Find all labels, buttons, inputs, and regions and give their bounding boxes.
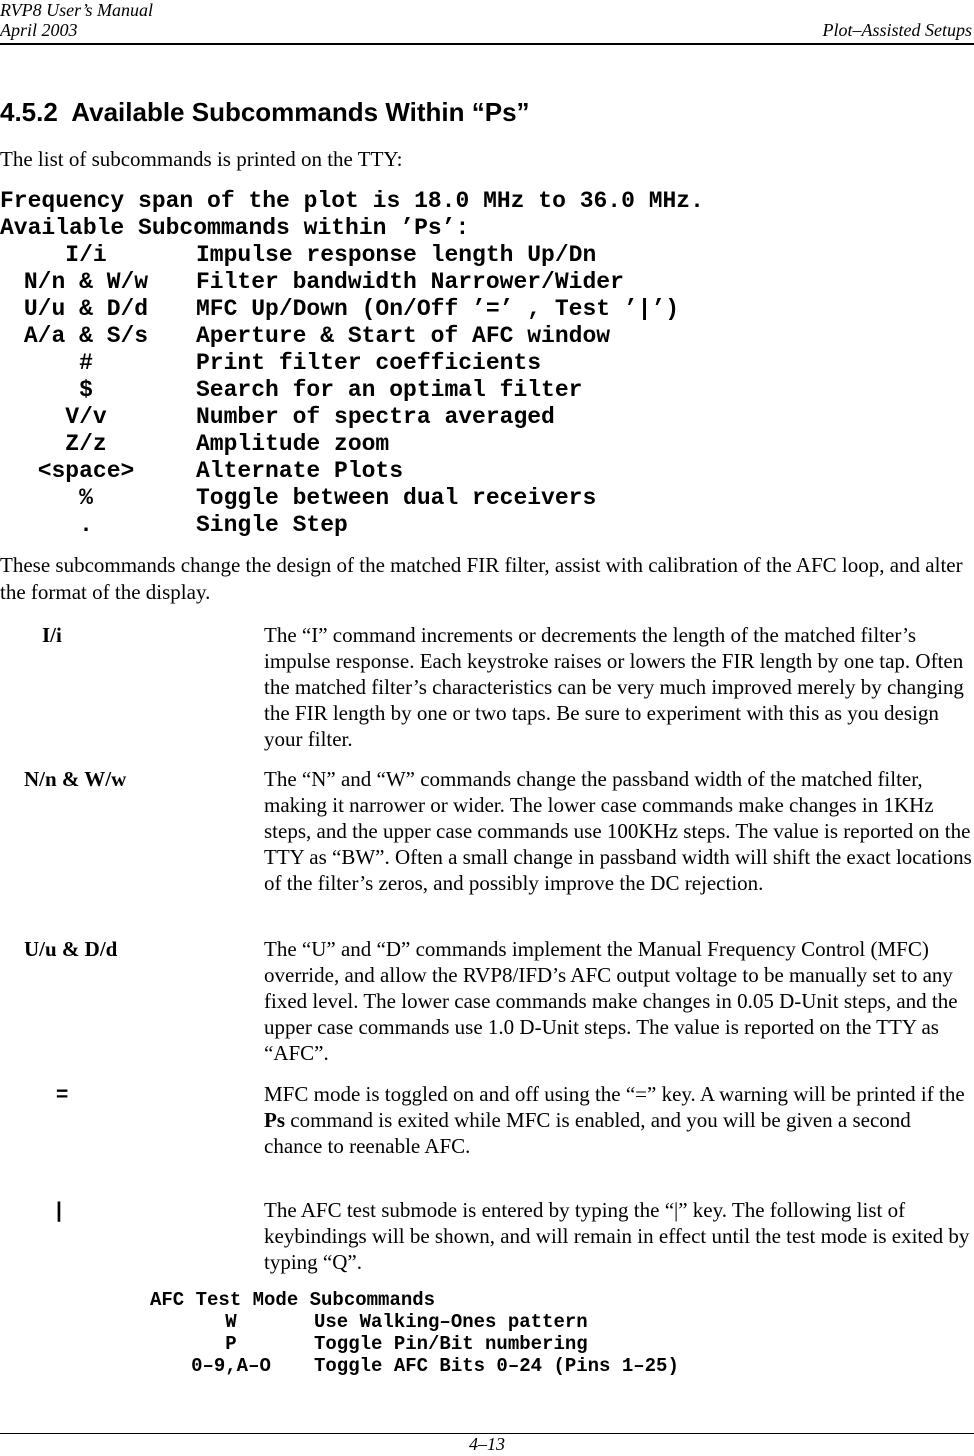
afc-test-key: P <box>225 1333 237 1355</box>
section-title: 4.5.2 Available Subcommands Within “Ps” <box>0 97 530 127</box>
tty-command-row <box>0 269 974 296</box>
tty-command-row <box>0 404 974 431</box>
tty-command-row <box>0 485 974 512</box>
tty-command-desc: Amplitude zoom <box>196 431 390 457</box>
tty-command-key: $ <box>79 377 93 403</box>
tty-command-row <box>0 350 974 377</box>
afc-test-row <box>0 1333 974 1355</box>
tty-command-key: % <box>79 485 93 511</box>
tty-command-desc: Toggle between dual receivers <box>196 485 597 511</box>
afc-test-key: W <box>225 1311 237 1333</box>
definition-term-bandwidth: N/n & W/w <box>24 767 127 791</box>
tty-command-desc: Filter bandwidth Narrower/Wider <box>196 269 624 295</box>
definition-term-pipe: | <box>56 1199 62 1222</box>
chapter-title: Plot–Assisted Setups <box>822 20 972 40</box>
tty-command-list <box>0 242 974 539</box>
definition-term-impulse: I/i <box>42 623 62 647</box>
tty-command-row <box>0 458 974 485</box>
tty-command-desc: Number of spectra averaged <box>196 404 555 430</box>
tty-command-row <box>0 242 974 269</box>
afc-test-list <box>0 1311 974 1377</box>
definition-body-equals-pre: MFC mode is toggled on and off using the “=” key. A warning will be printed if the <box>264 1082 965 1106</box>
intro-text: The list of subcommands is printed on the TTY: <box>0 147 403 171</box>
manual-title: RVP8 User’s Manual <box>0 0 153 20</box>
afc-test-desc: Toggle AFC Bits 0–24 (Pins 1–25) <box>314 1355 679 1377</box>
definition-body-bandwidth: The “N” and “W” commands change the passband width of the matched filter, making it narrower or wider. The lower case commands make changes in 1KHz steps, and the upper case commands use 100KHz steps. The value is reported on the TTY as “BW”. Often a small change in passband width will shift the exact locations of the filter’s zeros, and possibly improve the DC rejection. <box>264 767 972 895</box>
afc-test-row <box>0 1355 974 1377</box>
tty-command-row <box>0 323 974 350</box>
tty-command-desc: Search for an optimal filter <box>196 377 583 403</box>
afc-test-desc: Use Walking–Ones pattern <box>314 1311 588 1333</box>
definition-body-equals-post: command is exited while MFC is enabled, and you will be given a second chance to reenable AFC. <box>264 1108 911 1158</box>
definition-body-impulse: The “I” command increments or decrements the length of the matched filter’s impulse response. Each keystroke raises or lowers the FIR length by one tap. Often the matched filter’s characteristics can be very much improved merely by changing the FIR length by one or two taps. Be sure to experiment with this as you design your filter. <box>264 623 964 751</box>
afc-test-title: AFC Test Mode Subcommands <box>150 1289 436 1311</box>
tty-command-key: A/a & S/s <box>23 323 149 349</box>
definition-body-equals <box>264 1081 974 1159</box>
afc-test-desc: Toggle Pin/Bit numbering <box>314 1333 588 1355</box>
header-rule <box>0 43 974 45</box>
tty-command-key: N/n & W/w <box>23 269 149 295</box>
definition-term-equals: = <box>56 1083 69 1106</box>
tty-command-key: . <box>79 512 93 538</box>
definition-body-pipe: The AFC test submode is entered by typing the “|” key. The following list of keybindings will be shown, and will remain in effect until the test mode is exited by typing “Q”. <box>264 1198 970 1274</box>
tty-command-key: I/i <box>65 242 107 268</box>
tty-command-key: V/v <box>65 404 107 430</box>
page-number: 4–13 <box>469 1434 505 1454</box>
tty-available-line: Available Subcommands within ’Ps’: <box>0 215 470 241</box>
definition-term-mfc: U/u & D/d <box>24 937 118 961</box>
afc-test-key: 0–9,A–O <box>191 1355 271 1377</box>
tty-command-desc: MFC Up/Down (On/Off ’=’ , Test ’|’) <box>196 296 680 322</box>
tty-command-desc: Impulse response length Up/Dn <box>196 242 597 268</box>
publication-date: April 2003 <box>0 20 78 40</box>
tty-command-row <box>0 431 974 458</box>
summary-paragraph: These subcommands change the design of the matched FIR filter, assist with calibration of the AFC loop, and alter the format of the display. <box>0 553 963 604</box>
tty-command-desc: Alternate Plots <box>196 458 404 484</box>
tty-command-desc: Aperture & Start of AFC window <box>196 323 611 349</box>
tty-command-key: Z/z <box>65 431 107 457</box>
tty-command-key: # <box>79 350 93 376</box>
tty-command-row <box>0 377 974 404</box>
tty-command-key: U/u & D/d <box>23 296 149 322</box>
afc-test-row <box>0 1311 974 1333</box>
ps-command-name: Ps <box>264 1108 285 1132</box>
tty-command-key: <space> <box>37 458 135 484</box>
tty-command-desc: Print filter coefficients <box>196 350 542 376</box>
tty-frequency-line: Frequency span of the plot is 18.0 MHz to 36.0 MHz. <box>0 188 704 214</box>
tty-command-row <box>0 512 974 539</box>
definition-body-mfc: The “U” and “D” commands implement the Manual Frequency Control (MFC) override, and allow the RVP8/IFD’s AFC output voltage to be manually set to any fixed level. The lower case commands make changes in 0.05 D-Unit steps, and the upper case commands use 1.0 D-Unit steps. The value is reported on the TTY as “AFC”. <box>264 937 958 1065</box>
tty-command-desc: Single Step <box>196 512 348 538</box>
tty-command-row <box>0 296 974 323</box>
